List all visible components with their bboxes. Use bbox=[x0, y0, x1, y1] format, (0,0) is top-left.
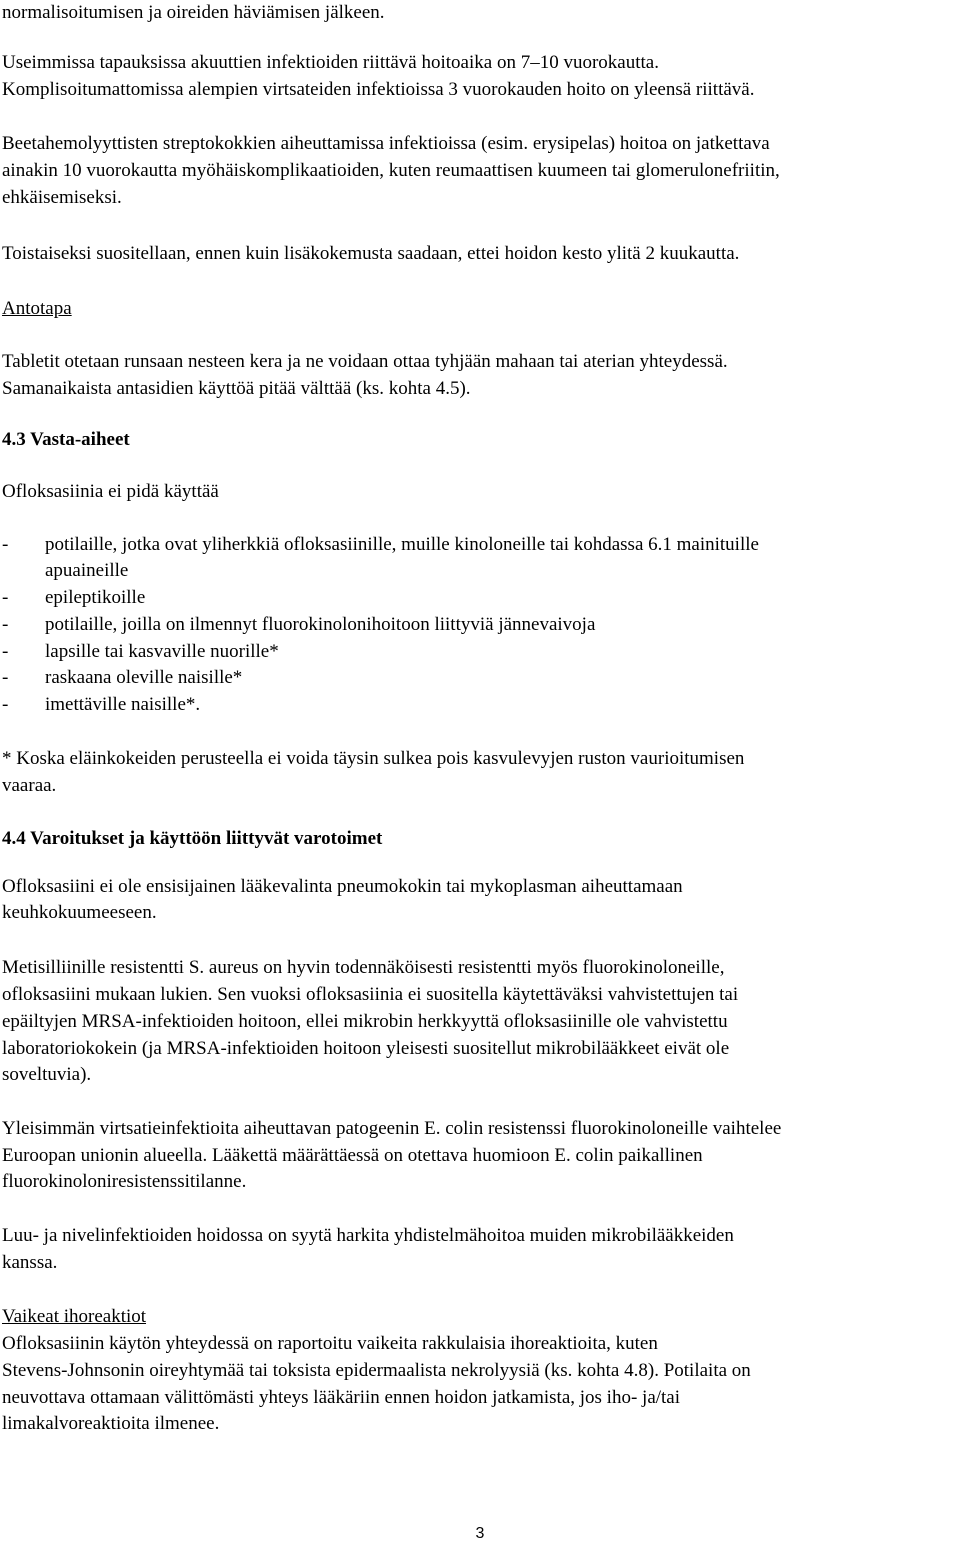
text-line: Komplisoitumattomissa alempien virtsateiden infektioissa 3 vuorokauden hoito on yleensä riittävä. bbox=[2, 79, 755, 100]
text-line: keuhkokuumeeseen. bbox=[2, 902, 157, 923]
text-line: soveltuvia). bbox=[2, 1064, 92, 1085]
text-line: normalisoitumisen ja oireiden häviämisen jälkeen. bbox=[2, 2, 385, 23]
text-line: Toistaiseksi suositellaan, ennen kuin lisäkokemusta saadaan, ettei hoidon kesto ylitä 2 kuukautta. bbox=[2, 243, 740, 264]
list-item bbox=[2, 585, 958, 611]
footnote-line: vaaraa. bbox=[2, 775, 57, 796]
list-item bbox=[2, 612, 958, 638]
list-item bbox=[2, 665, 958, 691]
text-line: kanssa. bbox=[2, 1252, 58, 1273]
list-dash: - bbox=[2, 641, 9, 662]
list-item bbox=[2, 639, 958, 665]
list-dash: - bbox=[2, 614, 9, 635]
list-item-text: potilaille, joilla on ilmennyt fluorokinolonihoitoon liittyviä jännevaivoja bbox=[45, 614, 596, 635]
list-item-text: raskaana oleville naisille* bbox=[45, 667, 243, 688]
subheading-antotapa: Antotapa bbox=[2, 298, 72, 319]
list-dash: - bbox=[2, 667, 9, 688]
subheading-vaikeat-ihoreaktiot: Vaikeat ihoreaktiot bbox=[2, 1306, 147, 1327]
text-line: epäiltyjen MRSA-infektioiden hoitoon, ellei mikrobin herkkyyttä ofloksasiinille ole vahvistettu bbox=[2, 1011, 728, 1032]
list-item-continuation bbox=[2, 558, 958, 584]
text-line: Yleisimmän virtsatieinfektioita aiheuttavan patogeenin E. colin resistenssi fluorokinoloneille vaihtelee bbox=[2, 1118, 782, 1139]
text-line: fluorokinoloniresistenssitilanne. bbox=[2, 1171, 247, 1192]
list-dash: - bbox=[2, 534, 9, 555]
text-line: laboratoriokokein (ja MRSA-infektioiden hoitoon yleisesti suositellut mikrobilääkkeet eivät ole bbox=[2, 1038, 730, 1059]
text-line: ehkäisemiseksi. bbox=[2, 187, 122, 208]
text-line: Euroopan unionin alueella. Lääkettä määrättäessä on otettava huomioon E. colin paikallinen bbox=[2, 1145, 703, 1166]
text-line: neuvottava ottamaan välittömästi yhteys lääkäriin ennen hoidon jatkamista, jos iho- ja/tai bbox=[2, 1387, 681, 1408]
text-line: Ofloksasiinia ei pidä käyttää bbox=[2, 481, 219, 502]
text-line: Metisilliinille resistentti S. aureus on hyvin todennäköisesti resistentti myös fluorokinoloneille, bbox=[2, 957, 725, 978]
text-line: Ofloksasiini ei ole ensisijainen lääkevalinta pneumokokin tai mykoplasman aiheuttamaan bbox=[2, 876, 683, 897]
list-item-text: epileptikoille bbox=[45, 587, 146, 608]
section-heading-4-4: 4.4 Varoitukset ja käyttöön liittyvät varotoimet bbox=[2, 828, 383, 849]
list-item-text: lapsille tai kasvaville nuorille* bbox=[45, 641, 279, 662]
list-item-text: apuaineille bbox=[45, 560, 129, 581]
list-item bbox=[2, 692, 958, 718]
text-line: Ofloksasiinin käytön yhteydessä on raportoitu vaikeita rakkulaisia ihoreaktioita, kuten bbox=[2, 1333, 658, 1354]
text-line: ainakin 10 vuorokautta myöhäiskomplikaatioiden, kuten reumaattisen kuumeen tai glomerulonefriitin, bbox=[2, 160, 780, 181]
text-line: Luu- ja nivelinfektioiden hoidossa on syytä harkita yhdistelmähoitoa muiden mikrobilääkkeiden bbox=[2, 1225, 734, 1246]
page-number: 3 bbox=[475, 1525, 485, 1542]
list-dash: - bbox=[2, 694, 9, 715]
text-line: Beetahemolyyttisten streptokokkien aiheuttamissa infektioissa (esim. erysipelas) hoitoa on jatkettava bbox=[2, 133, 770, 154]
list-item bbox=[2, 532, 958, 558]
text-line: limakalvoreaktioita ilmenee. bbox=[2, 1413, 220, 1434]
list-item-text: imettäville naisille*. bbox=[45, 694, 201, 715]
footnote-line: * Koska eläinkokeiden perusteella ei voida täysin sulkea pois kasvulevyjen ruston vaurioitumisen bbox=[2, 748, 745, 769]
section-heading-4-3: 4.3 Vasta-aiheet bbox=[2, 429, 130, 450]
text-line: ofloksasiini mukaan lukien. Sen vuoksi ofloksasiinia ei suositella käytettäväksi vahvistettujen tai bbox=[2, 984, 739, 1005]
list-item-text: potilaille, jotka ovat yliherkkiä ofloksasiinille, muille kinoloneille tai kohdassa 6.1 mainituille bbox=[45, 534, 759, 555]
text-line: Samanaikaista antasidien käyttöä pitää välttää (ks. kohta 4.5). bbox=[2, 378, 471, 399]
list-dash: - bbox=[2, 587, 9, 608]
text-line: Tabletit otetaan runsaan nesteen kera ja ne voidaan ottaa tyhjään mahaan tai aterian yhteydessä. bbox=[2, 351, 728, 372]
text-line: Useimmissa tapauksissa akuuttien infektioiden riittävä hoitoaika on 7–10 vuorokautta. bbox=[2, 52, 659, 73]
text-line: Stevens-Johnsonin oireyhtymää tai toksista epidermaalista nekrolyysiä (ks. kohta 4.8). Potilaita on bbox=[2, 1360, 751, 1381]
